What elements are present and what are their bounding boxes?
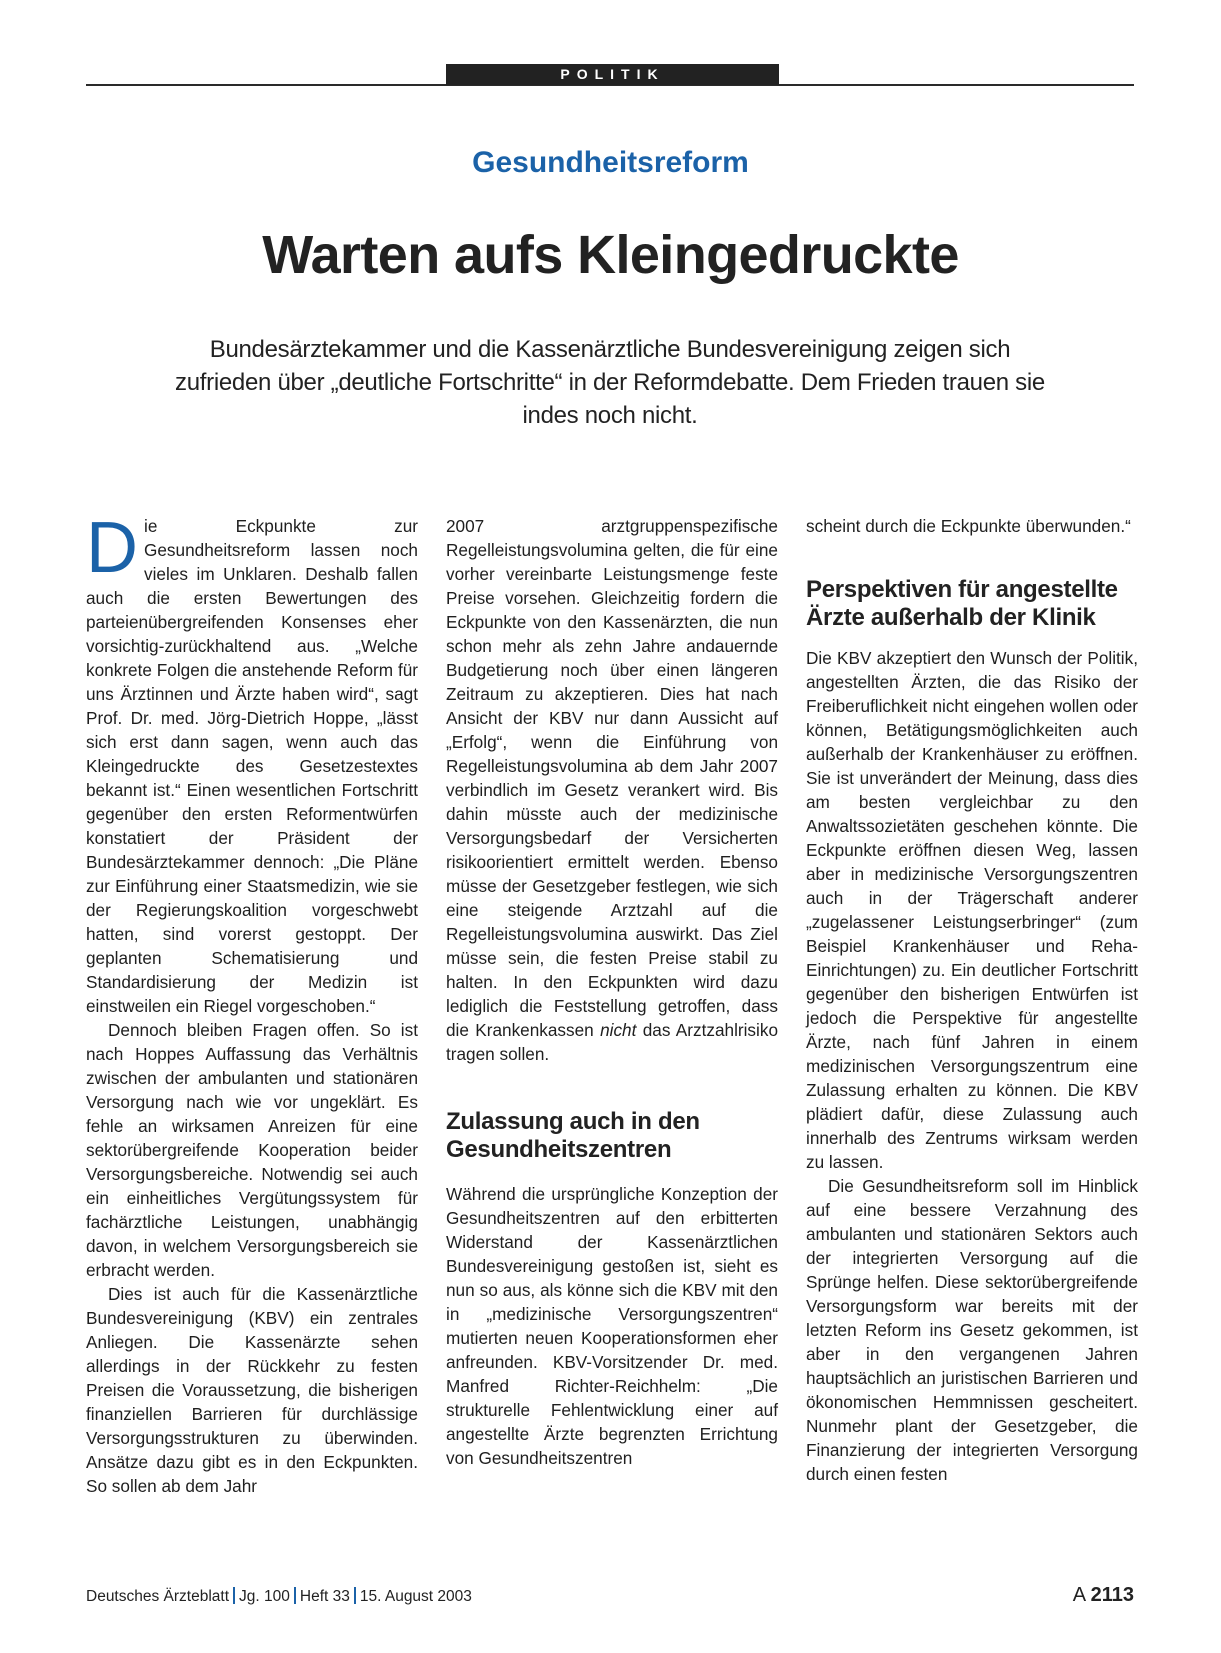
- paragraph: [86, 508, 418, 1018]
- paragraph: Die Gesundheitsreform soll im Hinblick auf eine bessere Verzahnung des ambulanten und stationären Sektors auch der integrierten Versorgung auf die Sprünge helfen. Diese sektorübergreifende Versorgungsform war bereits mit der letzten Reform ins Gesetz gekommen, ist aber in den vergangenen Jahren hauptsächlich an juristischen Barrieren und ökonomischen Hemmnissen gescheitert. Nunmehr plant der Gesetzgeber, die Finanzierung der integrierten Versorgung durch einen festen: [806, 1176, 1138, 1484]
- section-label: POLITIK: [446, 64, 779, 85]
- issue-date: 15. August 2003: [359, 1588, 472, 1605]
- paragraph: [446, 514, 778, 1066]
- subheading: Perspektiven für angestellte Ärzte außerhalb der Klinik: [806, 576, 1118, 631]
- text-column-2: [446, 514, 778, 1470]
- subheading: Zulassung auch in den Gesundheitszentren: [446, 1108, 700, 1163]
- paragraph: Die KBV akzeptiert den Wunsch der Politik, angestellten Ärzten, die das Risiko der Freiberuflichkeit nicht eingehen wollen oder können, Betätigungsmöglichkeiten auch außerhalb der Krankenhäuser zu eröffnen. Sie ist unverändert der Meinung, dass dies am besten vergleichbar zu den Anwaltssozietäten geschehen könnte. Die Eckpunkte eröffnen diesen Weg, lassen aber in medizinische Versorgungszentren auch in der Trägerschaft anderer „zugelassener Leistungserbringer“ (zum Beispiel Krankenhäuser und Reha-Einrichtungen) zu. Ein deutlicher Fortschritt gegenüber den bisherigen Entwürfen ist jedoch die Perspektive für angestellte Ärzte, nach fünf Jahren in einem medizinischen Versorgungszentrum eine Zulassung erhalten zu können. Die KBV plädiert dafür, diese Zulassung auch innerhalb des Zentrums wirksam werden zu lassen.: [806, 648, 1138, 1172]
- page-prefix: A: [1072, 1584, 1086, 1606]
- page-footer: [86, 1584, 1134, 1606]
- text-column-1: [86, 508, 418, 1498]
- article-deck: Bundesärztekammer und die Kassenärztliche Bundesvereinigung zeigen sich zufrieden über „deutliche Fortschritte“ in der Reformdebatte. Dem Frieden trauen sie indes noch nicht.: [175, 336, 1045, 429]
- emphasis-text: nicht: [600, 1020, 637, 1040]
- paragraph: Während die ursprüngliche Konzeption der Gesundheitszentren auf den erbitterten Widerstand der Kassenärztlichen Bundesvereinigung gestoßen ist, sieht es nun so aus, als könne sich die KBV mit den in „medizinische Versorgungszentren“ mutierten neuen Kooperationsformen eher anfreunden. KBV-Vorsitzender Dr. med. Manfred Richter-Reichhelm: „Die strukturelle Fehlentwicklung einer auf angestellte Ärzte begrenzten Errichtung von Gesundheitszentren: [446, 1184, 778, 1468]
- paragraph: scheint durch die Eckpunkte überwunden.“: [806, 516, 1131, 536]
- page-number: [1073, 1584, 1134, 1607]
- drop-cap: D: [86, 508, 138, 588]
- footer-separator: [354, 1587, 356, 1604]
- paragraph: Dennoch bleiben Fragen offen. So ist nach Hoppes Auffassung das Verhältnis zwischen der ambulanten und stationären Versorgung nach wie vor ungeklärt. Es fehle an wirksamen Anreizen für eine sektorübergreifende Kooperation beider Versorgungsbereiche. Notwendig sei auch ein einheitliches Vergütungssystem für fachärztliche Leistungen, unabhängig davon, in welchem Versorgungsbereich sie erbracht werden.: [86, 1020, 418, 1280]
- footer-separator: [233, 1587, 235, 1604]
- paragraph-text: das Arztzahlrisiko tragen sollen.: [446, 1020, 779, 1064]
- article-headline: Warten aufs Kleingedruckte: [262, 225, 959, 285]
- paragraph-text: 2007 arztgruppenspezifische Regelleistungsvolumina gelten, die für eine vorher vereinbarte Leistungsmenge feste Preise vorsehen. Gleichzeitig fordern die Eckpunkte von den Kassenärzten, die nun schon mehr als zehn Jahre andauernde Budgetierung noch über einen längeren Zeitraum zu akzeptieren. Dies hat nach Ansicht der KBV nur dann Aussicht auf „Erfolg“, wenn die Einführung von Regelleistungsvolumina ab dem Jahr 2007 verbindlich im Gesetz verankert wird. Bis dahin müsste auch der medizinische Versorgungsbedarf der Versicherten risikoorientiert ermittelt werden. Ebenso müsse der Gesetzgeber festlegen, wie sich eine steigende Arztzahl auf die Regelleistungsvolumina auswirkt. Das Ziel müsse sein, die festen Preise stabil zu halten. In den Eckpunkten wird dazu lediglich die Feststellung getroffen, dass die Krankenkassen: [446, 516, 778, 1040]
- journal-issue: Heft 33: [299, 1588, 350, 1605]
- text-column-3: [806, 514, 1138, 1486]
- journal-name: Deutsches Ärzteblatt: [86, 1588, 230, 1605]
- article-kicker: Gesundheitsreform: [472, 146, 749, 179]
- journal-volume: Jg. 100: [239, 1588, 290, 1605]
- paragraph: Dies ist auch für die Kassenärztliche Bundesvereinigung (KBV) ein zentrales Anliegen. Die Kassenärzte sehen allerdings in der Rückkehr zu festen Preisen die Voraussetzung, die bisherigen finanziellen Barrieren für durchlässige Versorgungsstrukturen zu überwinden. Ansätze dazu gibt es in den Eckpunkten. So sollen ab dem Jahr: [86, 1284, 418, 1496]
- footer-separator: [294, 1587, 296, 1604]
- paragraph-text: ie Eckpunkte zur Gesundheitsreform lassen noch vieles im Unklaren. Deshalb fallen auch die ersten Bewertungen des parteienübergreifenden Konsenses eher vorsichtig-zurückhaltend aus. „Welche konkrete Folgen die anstehende Reform für uns Ärztinnen und Ärzte haben wird“, sagt Prof. Dr. med. Jörg-Dietrich Hoppe, „lässt sich erst dann sagen, wenn auch das Kleingedruckte des Gesetzestextes bekannt ist.“ Einen wesentlichen Fortschritt gegenüber den ersten Reformentwürfen konstatiert der Präsident der Bundesärztekammer dennoch: „Die Pläne zur Einführung einer Staatsmedizin, wie sie der Regierungskoalition vorgeschwebt hatten, sind vorerst gestoppt. Der geplanten Schematisierung und Standardisierung der Medizin ist einstweilen ein Riegel vorgeschoben.“: [86, 516, 418, 1016]
- page-number-value: 2113: [1090, 1584, 1134, 1606]
